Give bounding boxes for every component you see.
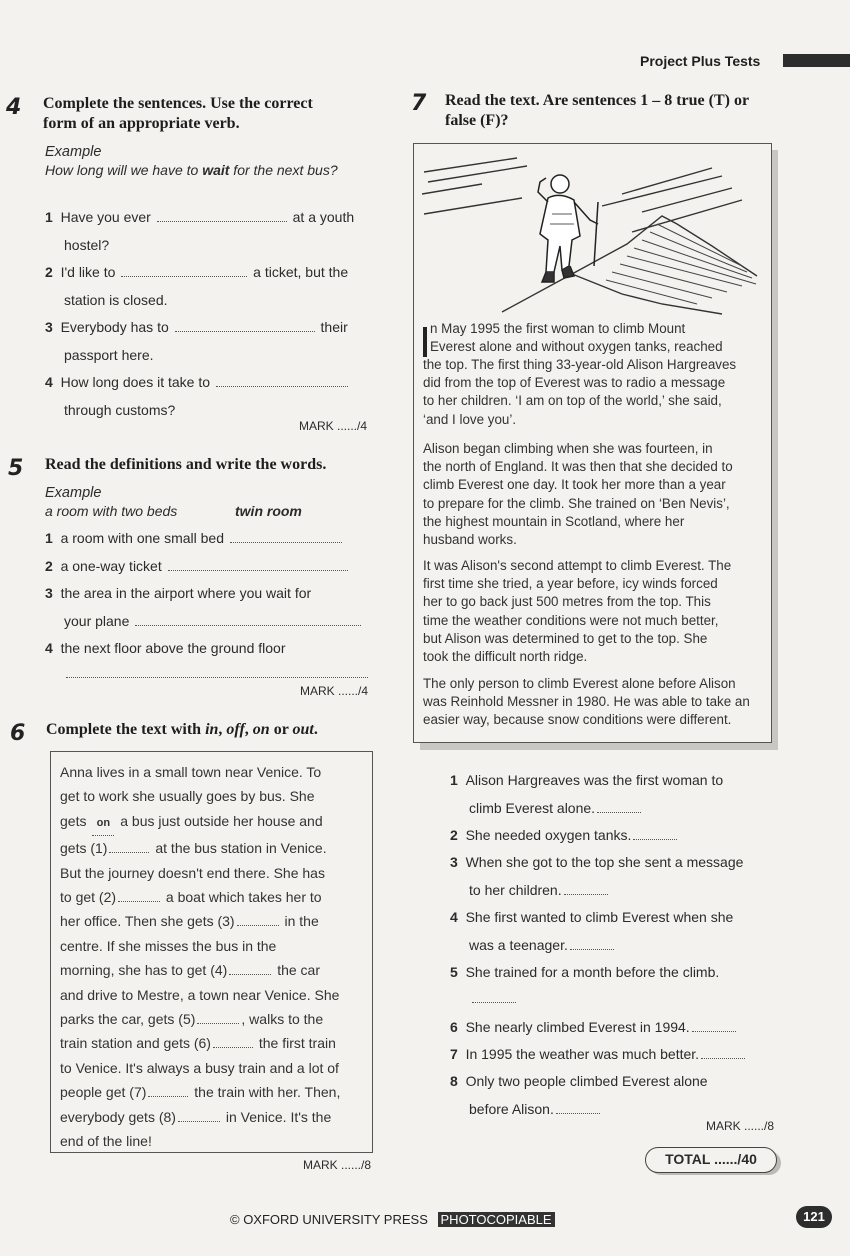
answer-blank[interactable]: [168, 568, 348, 571]
answer-blank[interactable]: [472, 1000, 516, 1003]
s7-item-3: 3 When she got to the top she sent a message: [450, 854, 744, 870]
reading-paragraph-1-cont: the top. The first thing 33-year-old Alison Hargreaves did from the top of Everest was to radio a message to her children. ‘I am on top of the world,’ she said, ‘and I love you’.: [423, 357, 737, 427]
s5-item-3-cont: your plane: [64, 612, 363, 630]
publisher-credit: © OXFORD UNIVERSITY PRESS: [230, 1212, 428, 1227]
s4-item-1: 1 Have you ever at a youth: [45, 209, 355, 225]
answer-blank[interactable]: [175, 329, 315, 332]
answer-blank[interactable]: [157, 219, 287, 222]
answer-blank[interactable]: [570, 947, 614, 950]
s7-item-4: 4 She first wanted to climb Everest when she: [450, 909, 734, 925]
s4-mark: MARK ....../4: [299, 419, 368, 433]
gap-fill-text: Anna lives in a small town near Venice. To get to work she usually goes by bus. She gets on a bus just outside her house and gets (1) at the bus station in Venice. But the journey doesn't end there. She has to get (2) a boat which takes her to her office. Then she gets (3) in the centre. If she misses the bus in the morning, she has to get (4) the car and drive to Mestre, a town near Venice. She parks the car, gets (5) , walks to the train station and gets (6) the first train to Venice. It's always a busy train and a lot of people get (7) the train with her. Then, everybody gets (8) in Venice. It's the end of the line!: [60, 764, 341, 1150]
header-bar: [783, 54, 850, 67]
reading-box: [413, 143, 772, 743]
s7-item-2: 2 She needed oxygen tanks.: [450, 826, 679, 844]
section-6-title: Complete the text with in, off, on or out.: [46, 721, 318, 738]
s4-item-3-cont: passport here.: [64, 347, 154, 363]
s4-item-3: 3 Everybody has to their: [45, 319, 348, 335]
s4-item-4: 4 How long does it take to: [45, 373, 350, 391]
section-7-title-line2: false (F)?: [445, 112, 509, 129]
gap-8[interactable]: [178, 1119, 220, 1122]
section-4-example-label: Example: [45, 144, 102, 160]
s7-mark: MARK ....../8: [706, 1119, 775, 1133]
photocopiable-badge: PHOTOCOPIABLE: [438, 1212, 555, 1227]
s7-item-5: 5 She trained for a month before the climb.: [450, 964, 720, 980]
total-score-box: [645, 1147, 777, 1173]
s5-item-2: 2 a one-way ticket: [45, 557, 350, 575]
section-5-title: Read the definitions and write the words.: [45, 456, 327, 473]
gap-6[interactable]: [213, 1045, 253, 1048]
section-6-text-box: [50, 751, 373, 1153]
s7-item-1: 1 Alison Hargreaves was the first woman to: [450, 772, 724, 788]
s7-item-3-cont: to her children.: [469, 881, 610, 899]
section-4-title-line1: Complete the sentences. Use the correct: [43, 95, 313, 112]
s4-item-2-cont: station is closed.: [64, 292, 168, 308]
section-4-title-line2: form of an appropriate verb.: [43, 115, 240, 132]
page-number: 121: [796, 1206, 832, 1228]
s4-item-1-cont: hostel?: [64, 237, 110, 253]
section-6-number: 6: [10, 721, 26, 746]
answer-blank[interactable]: [633, 837, 677, 840]
s7-item-6: 6 She nearly climbed Everest in 1994.: [450, 1018, 738, 1036]
answer-blank[interactable]: [564, 892, 608, 895]
gap-7[interactable]: [148, 1094, 188, 1097]
answer-blank[interactable]: [121, 274, 247, 277]
gap-3[interactable]: [237, 923, 279, 926]
s4-item-4-cont: through customs?: [64, 402, 176, 418]
answer-blank[interactable]: [66, 675, 368, 678]
s7-item-1-cont: climb Everest alone.: [469, 799, 643, 817]
footer: [230, 1212, 555, 1227]
total-score: TOTAL ....../40: [665, 1151, 757, 1167]
section-4-example-sentence: How long will we have to wait for the next bus?: [45, 162, 338, 178]
section-5-example-answer: twin room: [235, 503, 302, 519]
reading-paragraph-1: n May 1995 the first woman to climb Mount Everest alone and without oxygen tanks, reached: [430, 321, 723, 355]
s5-item-4: 4 the next floor above the ground floor: [45, 640, 286, 656]
gap-1[interactable]: [109, 850, 149, 853]
answer-blank[interactable]: [692, 1029, 736, 1032]
section-5-example-label: Example: [45, 485, 102, 501]
s5-item-1: 1 a room with one small bed: [45, 529, 344, 547]
gap-4[interactable]: [229, 972, 271, 975]
reading-paragraph-4: The only person to climb Everest alone before Alison was Reinhold Messner in 1980. He was able to take an easier way, because snow conditions were different.: [423, 676, 750, 728]
section-7-number: 7: [411, 91, 427, 116]
s7-item-7: 7 In 1995 the weather was much better.: [450, 1045, 747, 1063]
answer-blank[interactable]: [597, 810, 641, 813]
s5-mark: MARK ....../4: [300, 684, 369, 698]
example-answer: on: [92, 811, 114, 836]
gap-2[interactable]: [118, 899, 160, 902]
drop-cap-initial: [423, 327, 427, 357]
gap-5[interactable]: [197, 1021, 239, 1024]
section-5-number: 5: [8, 456, 24, 481]
answer-blank[interactable]: [556, 1111, 600, 1114]
s7-item-8: 8 Only two people climbed Everest alone: [450, 1073, 708, 1089]
s7-item-4-cont: was a teenager.: [469, 936, 616, 954]
reading-paragraph-3: It was Alison's second attempt to climb Everest. The first time she tried, a year before, icy winds forced her to go back just 500 metres from the top. This time the weather conditions were not much better, but Alison was determined to get to the top. She took the difficult north ridge.: [423, 558, 732, 665]
section-4-number: 4: [6, 95, 22, 120]
reading-paragraph-2: Alison began climbing when she was fourteen, in the north of England. It was then that she decided to climb Everest one day. It took her more than a year to prepare for the climb. She trained on ‘Ben Nevis’, the highest mountain in Scotland, where her husband works.: [423, 441, 733, 548]
s6-mark: MARK ....../8: [303, 1158, 372, 1172]
running-head: Project Plus Tests: [640, 53, 761, 69]
answer-blank[interactable]: [701, 1056, 745, 1059]
s4-item-2: 2 I'd like to a ticket, but the: [45, 264, 349, 280]
section-7-title-line1: Read the text. Are sentences 1 – 8 true (T) or: [445, 92, 750, 109]
answer-blank[interactable]: [216, 384, 348, 387]
section-5-example-text: a room with two beds: [45, 503, 178, 519]
answer-blank[interactable]: [230, 540, 342, 543]
climber-illustration: [422, 154, 762, 324]
s5-item-3: 3 the area in the airport where you wait for: [45, 585, 312, 601]
s7-item-8-cont: before Alison.: [469, 1100, 602, 1118]
answer-blank[interactable]: [135, 623, 361, 626]
